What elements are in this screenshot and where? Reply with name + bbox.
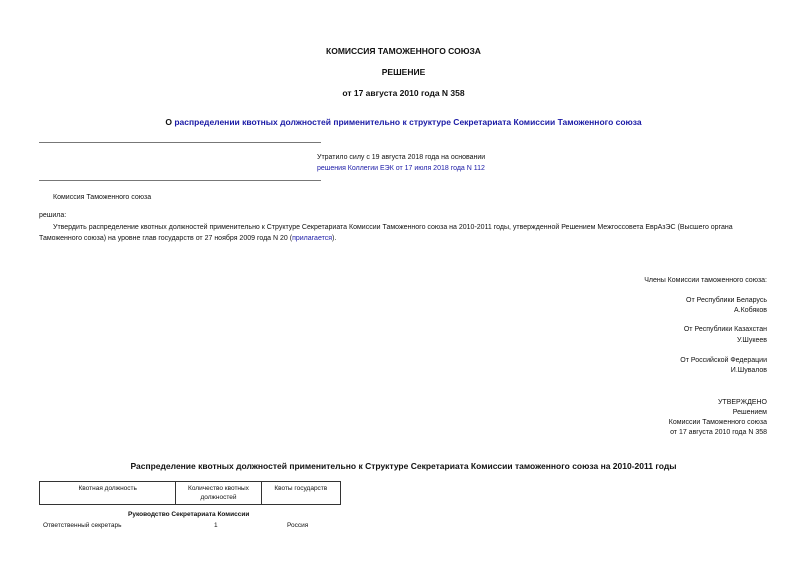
attachment-link[interactable]: прилагается [292,235,333,242]
table-row-quota: Россия [287,522,309,529]
table-title: Распределение квотных должностей применительно к Структуре Секретариата Комиссии таможенного союза на 2010-2011 годы [130,461,677,471]
signature-name-kz: У.Шукеев [736,337,767,344]
divider-top [39,142,321,143]
status-note-link[interactable]: решения Коллегии ЕЭК от 17 июля 2018 года N 112 [317,165,485,172]
table-header-row [40,482,341,505]
decision-paragraph-line1: Утвердить распределение квотных должностей применительно к Структуре Секретариата Комиссии Таможенного союза на 2010-2011 годы, утвержденной Решением Межгоссовета ЕврАзЭС (Высшего органа [53,224,733,231]
header-count: Количество квотных должностей [176,482,261,505]
approval-line1: УТВЕРЖДЕНО [717,399,767,406]
status-note-line1: Утратило силу с 19 августа 2018 года на основании [317,154,486,161]
table-row-position: Ответственный секретарь [43,522,122,529]
approval-line4: от 17 августа 2010 года N 358 [670,429,767,436]
org-name: КОМИССИЯ ТАМОЖЕННОГО СОЮЗА [326,46,481,56]
approval-line2: Решением [732,409,767,416]
doc-type: РЕШЕНИЕ [381,67,426,77]
divider-bottom [39,180,321,181]
decision-paragraph-text: Таможенного союза) на уровне глав государств от 27 ноября 2009 года N 20 ( [39,235,293,242]
header-position: Квотная должность [40,482,176,505]
doc-date: от 17 августа 2010 года N 358 [342,88,465,98]
signatures-heading: Члены Комиссии таможенного союза: [644,277,767,284]
doc-title-link[interactable]: распределении квотных должностей применительно к структуре Секретариата Комиссии Таможенного союза [174,117,642,127]
approval-line3: Комиссии Таможенного союза [668,419,767,426]
table-section-heading: Руководство Секретариата Комиссии [128,511,250,518]
issuer: Комиссия Таможенного союза [53,194,152,201]
signature-country-kz: От Республики Казахстан [683,326,767,333]
decision-paragraph-end: ). [332,235,337,242]
signature-name-ru: И.Шувалов [730,367,767,374]
header-quota: Квоты государств [261,482,340,505]
signature-name-by: А.Кобяков [734,307,767,314]
doc-title-prefix: О [165,117,175,127]
decided-label: решила: [39,212,67,219]
table-row-count: 1 [214,522,218,529]
signature-country-ru: От Российской Федерации [680,357,767,364]
signature-country-by: От Республики Беларусь [686,297,767,304]
decision-paragraph-line2 [39,235,336,242]
doc-title [0,117,807,127]
quota-table [39,481,341,505]
